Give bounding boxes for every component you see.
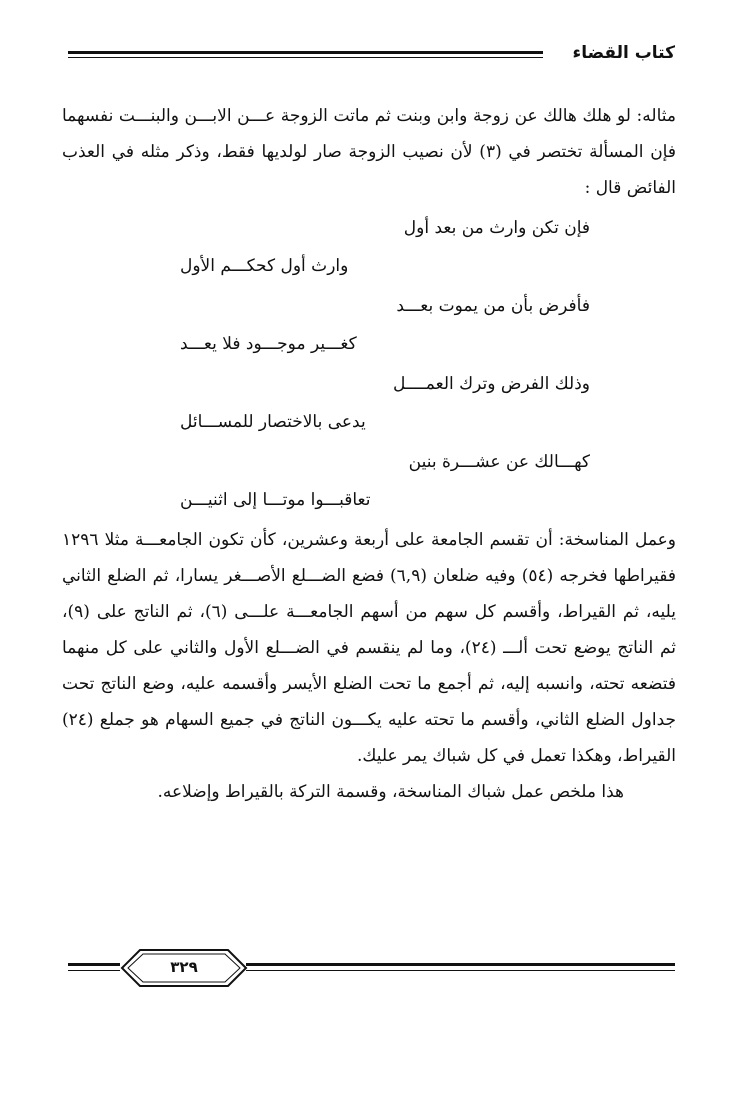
header-title: كتاب القضاء [572,43,675,63]
page-number: ٣٢٩ [170,958,198,976]
running-header [68,40,675,70]
poem-verse-2b: كغـــير موجـــود فلا يعـــد [180,334,357,354]
page-body [62,98,676,810]
poem-verse-2a: فأفرض بأن من يموت بعـــد [396,296,590,316]
paragraph-example: مثاله: لو هلك هالك عن زوجة وابن وبنت ثم ماتت الزوجة عـــن الابـــن والبنـــت نفسهما فإن المسألة تختصر في (٣) لأن نصيب الزوجة صار لولديها فقط، وذكر مثله في العذب الفائض قال : [62,106,676,198]
page-number-badge [118,948,250,988]
footer-rule-left [68,963,120,971]
paragraph-summary: هذا ملخص عمل شباك المناسخة، وقسمة التركة بالقيراط وإضلاعه. [157,782,624,802]
page-footer [68,948,675,992]
header-rule [68,51,543,58]
paragraph-munasakha: وعمل المناسخة: أن تقسم الجامعة على أربعة وعشرين، كأن تكون الجامعـــة مثلا ١٢٩٦ فقيراطها فخرجه (٥٤) وفيه ضلعان (٦,٩) فضع الضـــلع الأصـــغر يسارا، ثم الضلع الثاني يليه، ثم القيراط، وأقسم كل سهم من أسهم الجامعـــة علـــى (٦)، ثم الناتج على (٩)، ثم الناتج يوضع تحت ألـــ (٢٤)، وما لم ينقسم في الضـــلع الأول والثاني على كل منهما فتضعه تحته، وانسبه إليه، ثم أجمع ما تحت الضلع الأيسر وأقسمه عليه، وضع الناتج تحت جداول الضلع الثاني، وأقسم ما تحته عليه يكـــون الناتج في جميع السهام هو جملع (٢٤) القيراط، وهكذا تعمل في كل شباك يمر عليك. [62,530,676,766]
poem-verse-1a: فإن تكن وارث من بعد أول [403,218,590,238]
poem-verse-3b: يدعى بالاختصار للمســـائل [180,412,366,432]
poem-verse-4a: كهـــالك عن عشـــرة بنين [408,452,590,472]
poem-verse-4b: تعاقبـــوا موتـــا إلى اثنيـــن [180,490,371,510]
poem-verse-3a: وذلك الفرض وترك العمــــل [393,374,590,394]
poem-block [62,210,676,518]
poem-verse-1b: وارث أول كحكـــم الأول [180,256,349,276]
footer-rule-right [246,963,675,971]
